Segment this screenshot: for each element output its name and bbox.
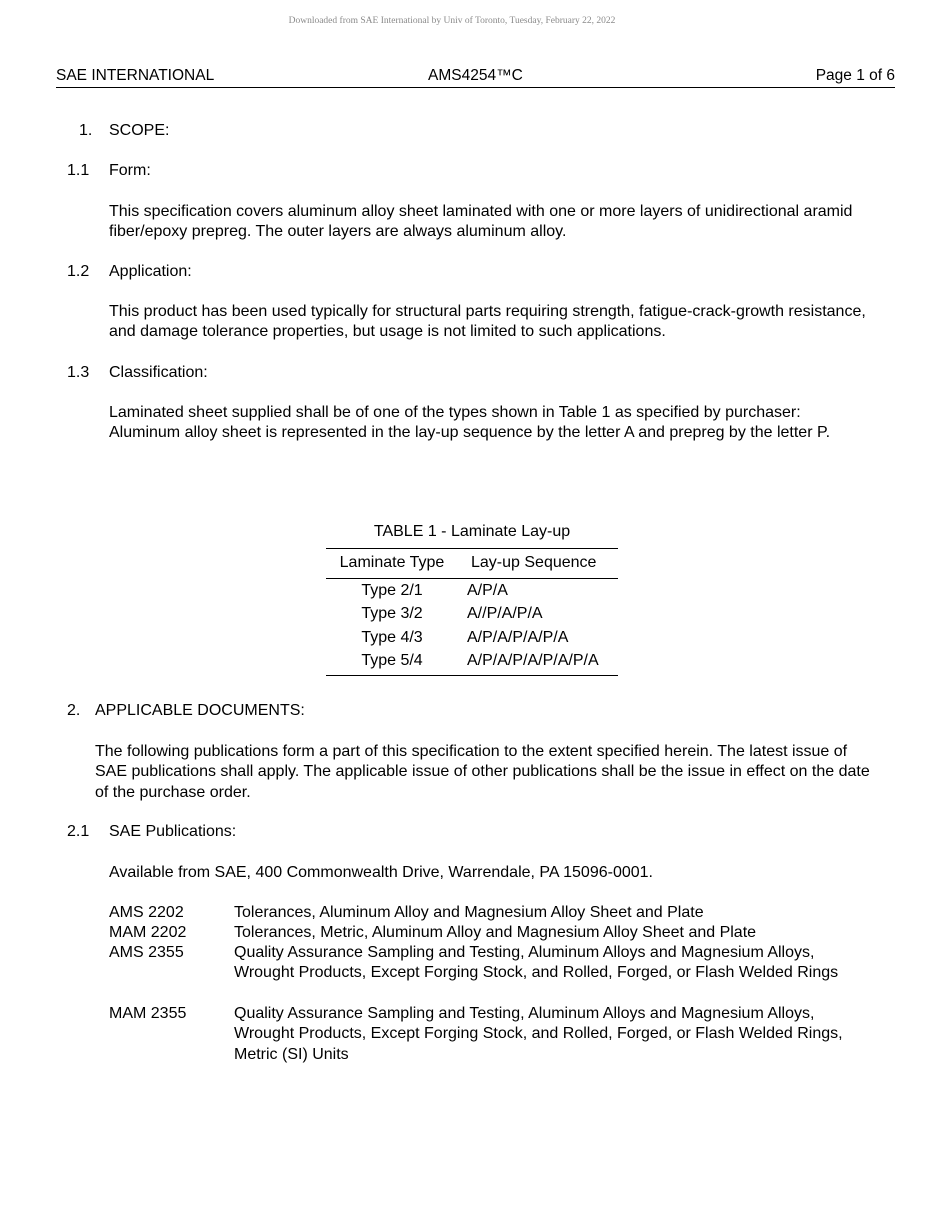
header-org: SAE INTERNATIONAL bbox=[56, 67, 215, 84]
table-cell-type: Type 3/2 bbox=[361, 605, 423, 623]
section-1-number: 1. bbox=[79, 122, 93, 139]
table-cell-sequence: A/P/A bbox=[467, 582, 508, 599]
section-1-1-title: Form: bbox=[109, 162, 151, 179]
table-row bbox=[326, 602, 618, 625]
section-2-title: APPLICABLE DOCUMENTS: bbox=[95, 702, 305, 719]
section-1-2-text: This product has been used typically for structural parts requiring strength, fatigue-crack-growth resistance, and damage tolerance properties, but usage is not limited to such applications. bbox=[109, 303, 866, 341]
reference-code: MAM 2202 bbox=[109, 924, 187, 941]
table-cell-type: Type 2/1 bbox=[361, 582, 423, 599]
section-1-3-text: Laminated sheet supplied shall be of one of the types shown in Table 1 as specified by purchaser: Aluminum alloy sheet is represented in the lay-up sequence by the letter A and prepreg by the letter P. bbox=[109, 404, 831, 442]
table-row bbox=[326, 626, 618, 649]
table-1-title: TABLE 1 - Laminate Lay-up bbox=[373, 523, 571, 540]
reference-code: AMS 2202 bbox=[109, 904, 184, 921]
section-2-1-text: Available from SAE, 400 Commonwealth Drive, Warrendale, PA 15096-0001. bbox=[109, 864, 653, 881]
table-header-laminate-type: Laminate Type bbox=[339, 554, 445, 571]
page-header bbox=[56, 67, 895, 88]
section-1-2-title: Application: bbox=[109, 263, 192, 280]
section-2-text: The following publications form a part of this specification to the extent specified herein. The latest issue of SAE publications shall apply. The applicable issue of other publications shall be the issue in effect on the date of the purchase order. bbox=[95, 743, 870, 801]
header-page-number: Page 1 of 6 bbox=[815, 67, 895, 84]
table-row bbox=[326, 579, 618, 602]
table-cell-sequence: A/P/A/P/A/P/A/P/A bbox=[467, 651, 599, 669]
table-1 bbox=[326, 548, 618, 676]
reference-title: Quality Assurance Sampling and Testing, Aluminum Alloys and Magnesium Alloys, Wrought Products, Except Forging Stock, and Rolled, Forged, or Flash Welded Rings bbox=[234, 944, 839, 982]
section-2-1-number: 2.1 bbox=[67, 823, 90, 840]
section-2-1-title: SAE Publications: bbox=[109, 823, 237, 840]
section-1-1-number: 1.1 bbox=[67, 162, 90, 179]
table-cell-sequence: A/P/A/P/A/P/A bbox=[467, 628, 569, 646]
section-1-3-number: 1.3 bbox=[67, 364, 90, 381]
section-1-title: SCOPE: bbox=[109, 122, 170, 139]
section-2-number: 2. bbox=[67, 702, 81, 719]
reference-code: AMS 2355 bbox=[109, 944, 184, 961]
table-row bbox=[326, 649, 618, 672]
table-cell-type: Type 5/4 bbox=[361, 651, 423, 669]
section-1-2-number: 1.2 bbox=[67, 263, 90, 280]
table-header-layup-sequence: Lay-up Sequence bbox=[471, 554, 597, 571]
download-watermark: Downloaded from SAE International by Univ of Toronto, Tuesday, February 22, 2022 bbox=[288, 16, 616, 26]
section-1-3-title: Classification: bbox=[109, 364, 208, 381]
reference-title: Quality Assurance Sampling and Testing, Aluminum Alloys and Magnesium Alloys, Wrought Products, Except Forging Stock, and Rolled, Forged, or Flash Welded Rings, Metric (SI) Units bbox=[234, 1005, 843, 1063]
table-cell-sequence: A//P/A/P/A bbox=[467, 605, 543, 623]
header-doc-number: AMS4254™C bbox=[428, 67, 523, 84]
table-cell-type: Type 4/3 bbox=[361, 628, 423, 646]
reference-title: Tolerances, Metric, Aluminum Alloy and Magnesium Alloy Sheet and Plate bbox=[234, 924, 757, 941]
section-1-1-text: This specification covers aluminum alloy sheet laminated with one or more layers of unidirectional aramid fiber/epoxy prepreg. The outer layers are always aluminum alloy. bbox=[109, 203, 853, 241]
reference-code: MAM 2355 bbox=[109, 1005, 187, 1022]
table-1-header bbox=[326, 549, 618, 579]
reference-title: Tolerances, Aluminum Alloy and Magnesium Alloy Sheet and Plate bbox=[234, 904, 704, 921]
